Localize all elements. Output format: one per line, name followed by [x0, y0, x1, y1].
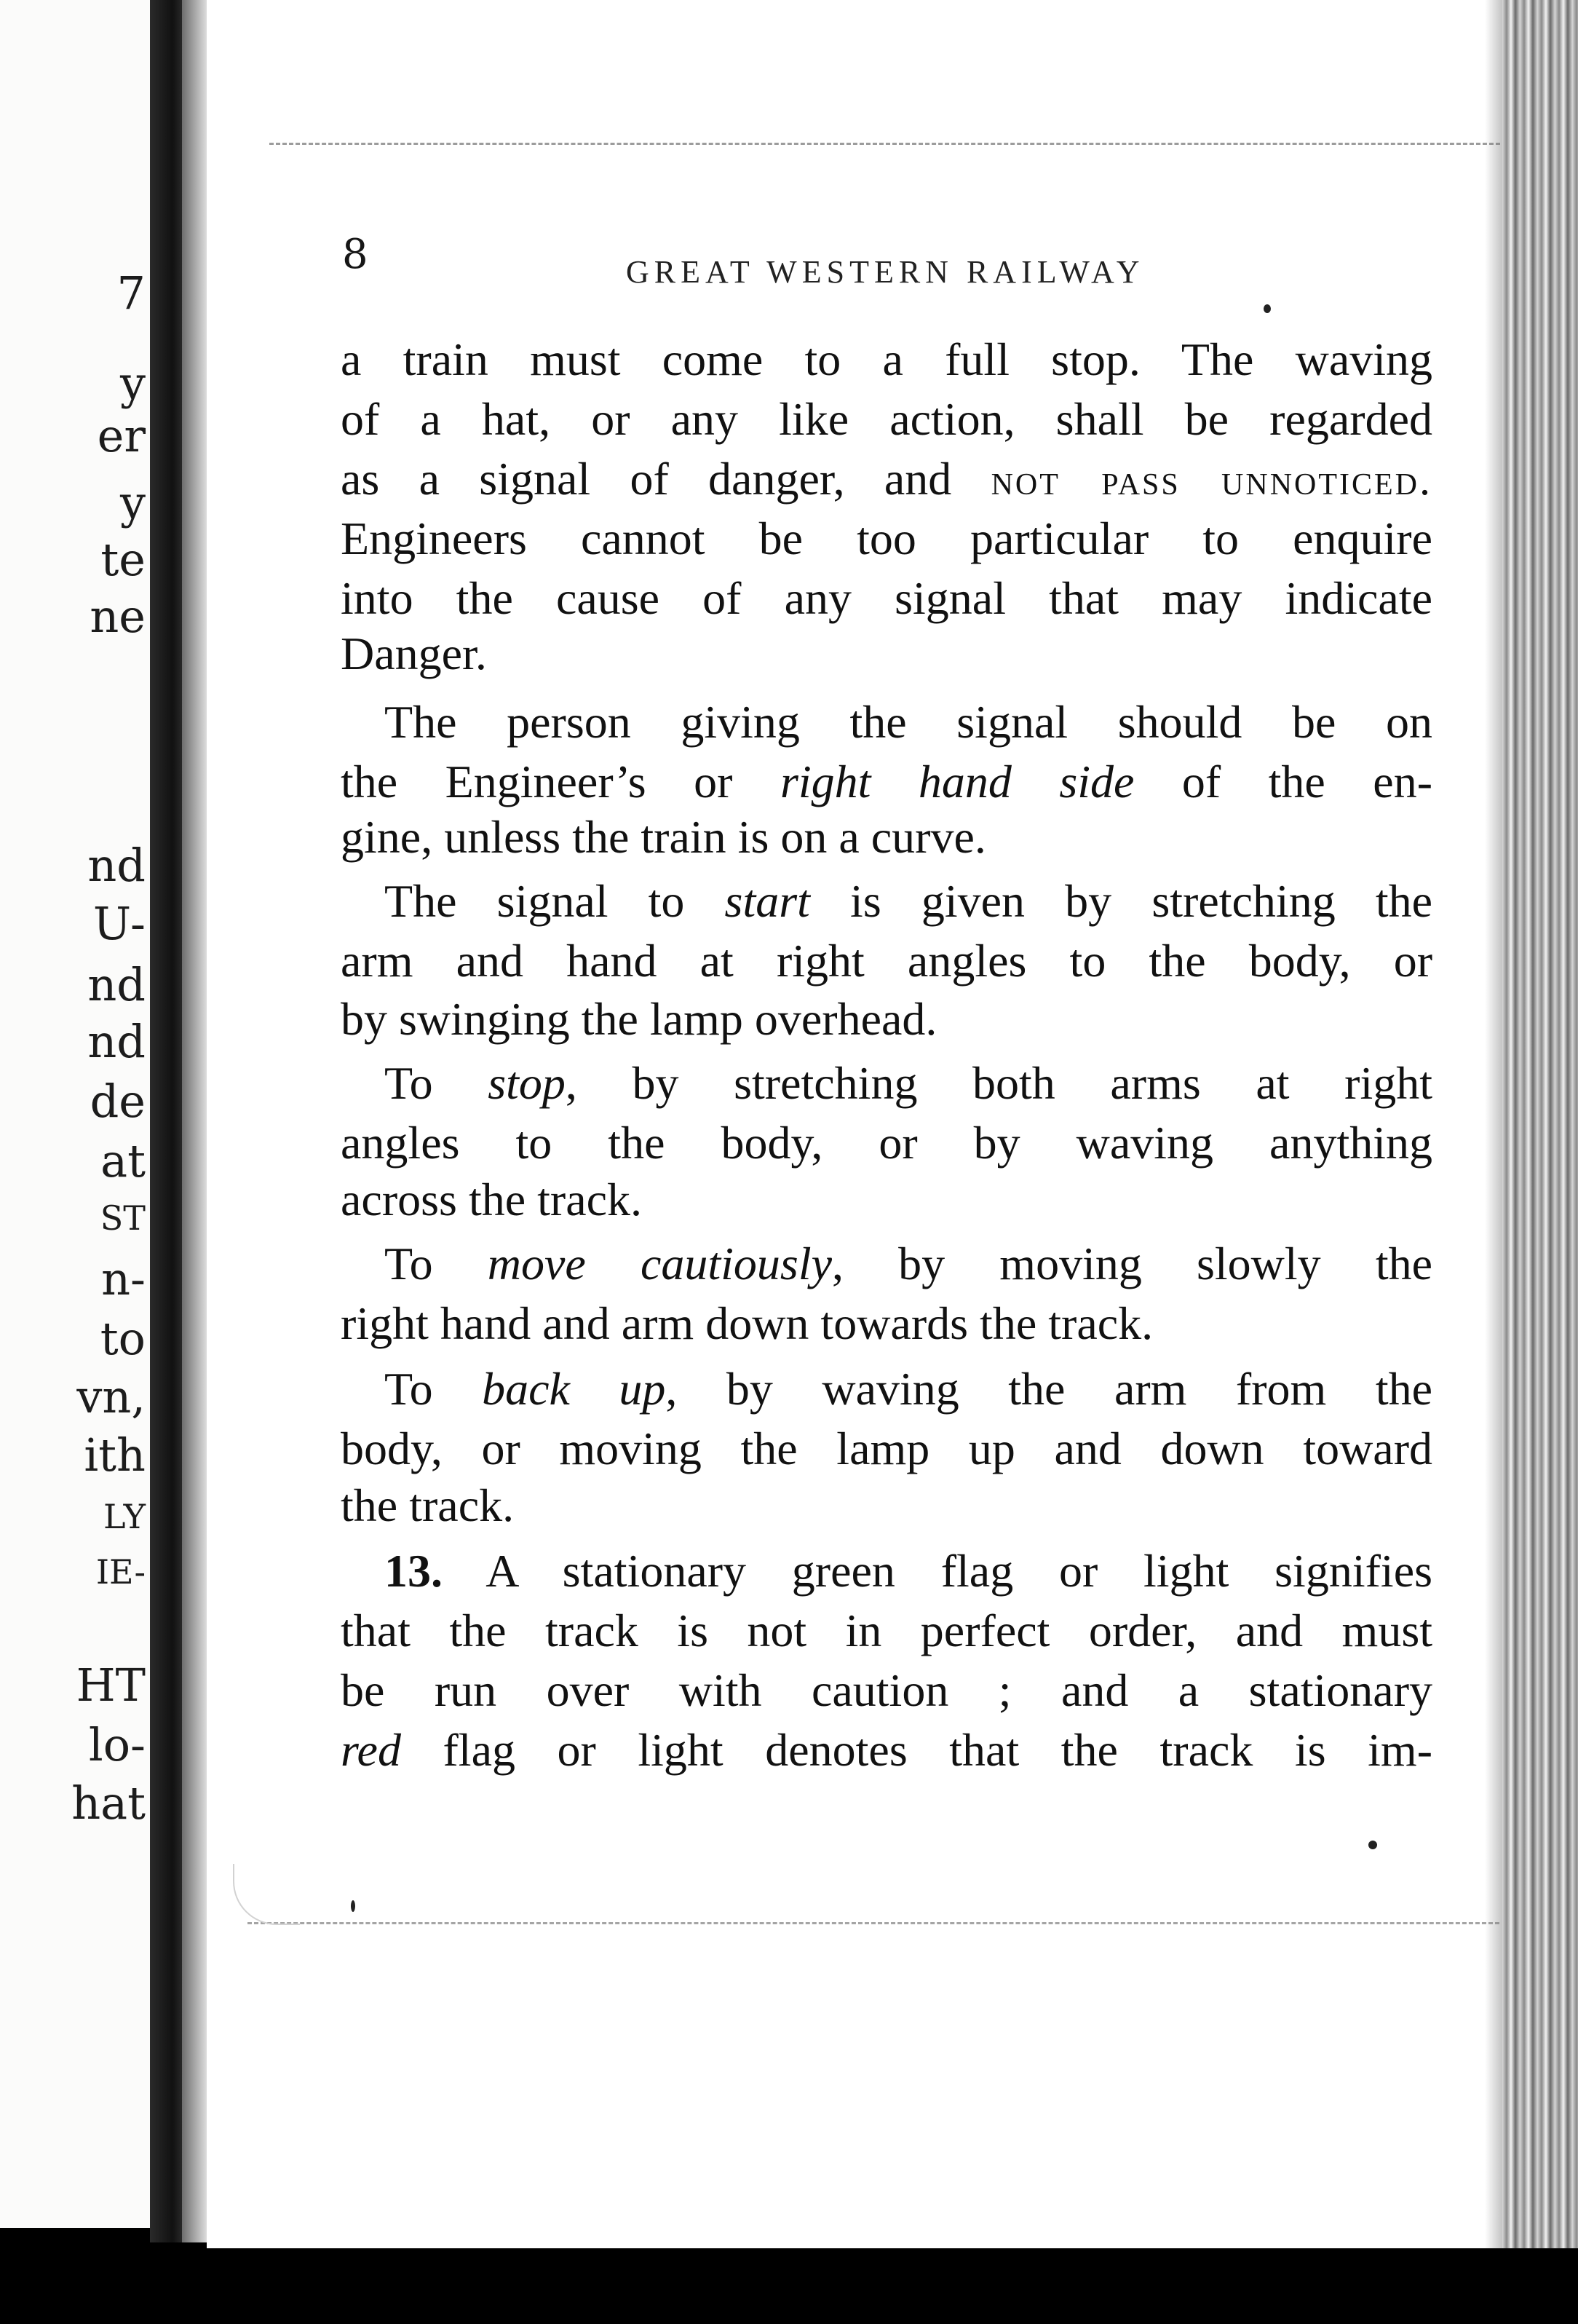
previous-page-number: 7 [116, 266, 146, 320]
previous-page-line-end: LY [103, 1497, 146, 1536]
previous-page-line-end: U- [92, 897, 146, 950]
text-line: The person giving the signal should be on [384, 696, 1432, 748]
previous-page-line-end: vn, [76, 1370, 146, 1423]
print-speck [351, 1900, 355, 1912]
previous-page-line-end: lo- [88, 1718, 146, 1771]
previous-page-line-end: er [97, 409, 146, 462]
previous-page-line-end: at [100, 1134, 146, 1187]
rule-number: 13. [384, 1545, 443, 1597]
text-line [341, 875, 1433, 927]
text-line [341, 1545, 1432, 1597]
previous-page-line-end: y [119, 476, 146, 529]
previous-page-line-end: y [119, 357, 146, 410]
italic-run: move cautiously [487, 1238, 832, 1289]
text-line [341, 756, 1433, 807]
text-run: flag or light denotes that the track is im- [400, 1724, 1432, 1776]
plate-mark-top [269, 143, 1507, 145]
italic-run: back up [482, 1363, 666, 1415]
text-line: Engineers cannot be too particular to enquire [341, 513, 1432, 564]
text-run: To [384, 1363, 483, 1415]
previous-page-edge [0, 0, 150, 2228]
page-stack-edge [1502, 0, 1578, 2248]
italic-run: right hand side [780, 756, 1135, 807]
italic-run: start [724, 875, 810, 927]
running-head: GREAT WESTERN RAILWAY [626, 254, 1145, 290]
text-line: arm and hand at right angles to the body, or [341, 935, 1432, 987]
text-run: To [384, 1057, 488, 1109]
previous-page-line-end: n- [101, 1252, 146, 1305]
page-number: 8 [342, 231, 368, 278]
text-line [341, 1363, 1432, 1415]
text-line: by swinging the lamp overhead. [341, 993, 937, 1045]
text-run: , by moving slowly the [832, 1238, 1432, 1289]
print-speck [1264, 304, 1271, 313]
text-line: into the cause of any signal that may indicate [341, 572, 1432, 624]
previous-page-line-end: nd [87, 958, 146, 1011]
previous-page-line-end: ST [100, 1198, 146, 1238]
text-run: is given by stretching the [809, 875, 1433, 927]
text-line: gine, unless the train is on a curve. [341, 811, 986, 863]
text-run: To [384, 1238, 488, 1289]
previous-page-line-end: ne [90, 590, 146, 643]
text-line: of a hat, or any like action, shall be regarded [341, 393, 1432, 445]
previous-page-line-end: to [100, 1312, 146, 1365]
text-run: as a signal of danger, and [341, 453, 991, 505]
previous-page-line-end: de [90, 1075, 146, 1128]
previous-page-line-end: ith [84, 1428, 146, 1482]
text-run: The signal to [384, 875, 725, 927]
text-line: a train must come to a full stop. The waving [341, 333, 1432, 385]
previous-page-line-end: IE- [95, 1552, 146, 1592]
small-caps-run: not pass unnoticed. [991, 456, 1432, 504]
text-run: the Engineer’s or [341, 756, 780, 807]
text-line: right hand and arm down towards the track. [341, 1297, 1154, 1349]
text-line: that the track is not in perfect order, and must [341, 1605, 1432, 1656]
text-line: Danger. [341, 628, 487, 679]
italic-run: stop [488, 1057, 566, 1109]
text-line: across the track. [341, 1174, 643, 1225]
previous-page-line-end: nd [87, 839, 146, 892]
text-line [341, 1238, 1432, 1289]
text-run: , by waving the arm from the [665, 1363, 1432, 1415]
previous-page-line-end: te [100, 533, 146, 586]
gutter-highlight [182, 0, 207, 2242]
text-line: angles to the body, or by waving anything [341, 1117, 1432, 1169]
text-run: of the en- [1134, 756, 1433, 807]
text-line: the track. [341, 1479, 515, 1531]
previous-page-line-end: HT [76, 1659, 146, 1712]
italic-run: red [341, 1724, 401, 1776]
print-speck [1368, 1841, 1377, 1849]
previous-page-line-end: hat [71, 1776, 146, 1830]
text-line [341, 1057, 1433, 1109]
text-run: A stationary green flag or light signifies [443, 1545, 1432, 1597]
text-line: body, or moving the lamp up and down toward [341, 1423, 1432, 1474]
text-line: be run over with caution ; and a stationary [341, 1664, 1432, 1716]
text-line [341, 453, 1432, 505]
text-line [341, 1724, 1432, 1776]
plate-mark-bottom [247, 1922, 1499, 1924]
previous-page-line-end: nd [87, 1015, 146, 1068]
text-run: , by stretching both arms at right [565, 1057, 1433, 1109]
